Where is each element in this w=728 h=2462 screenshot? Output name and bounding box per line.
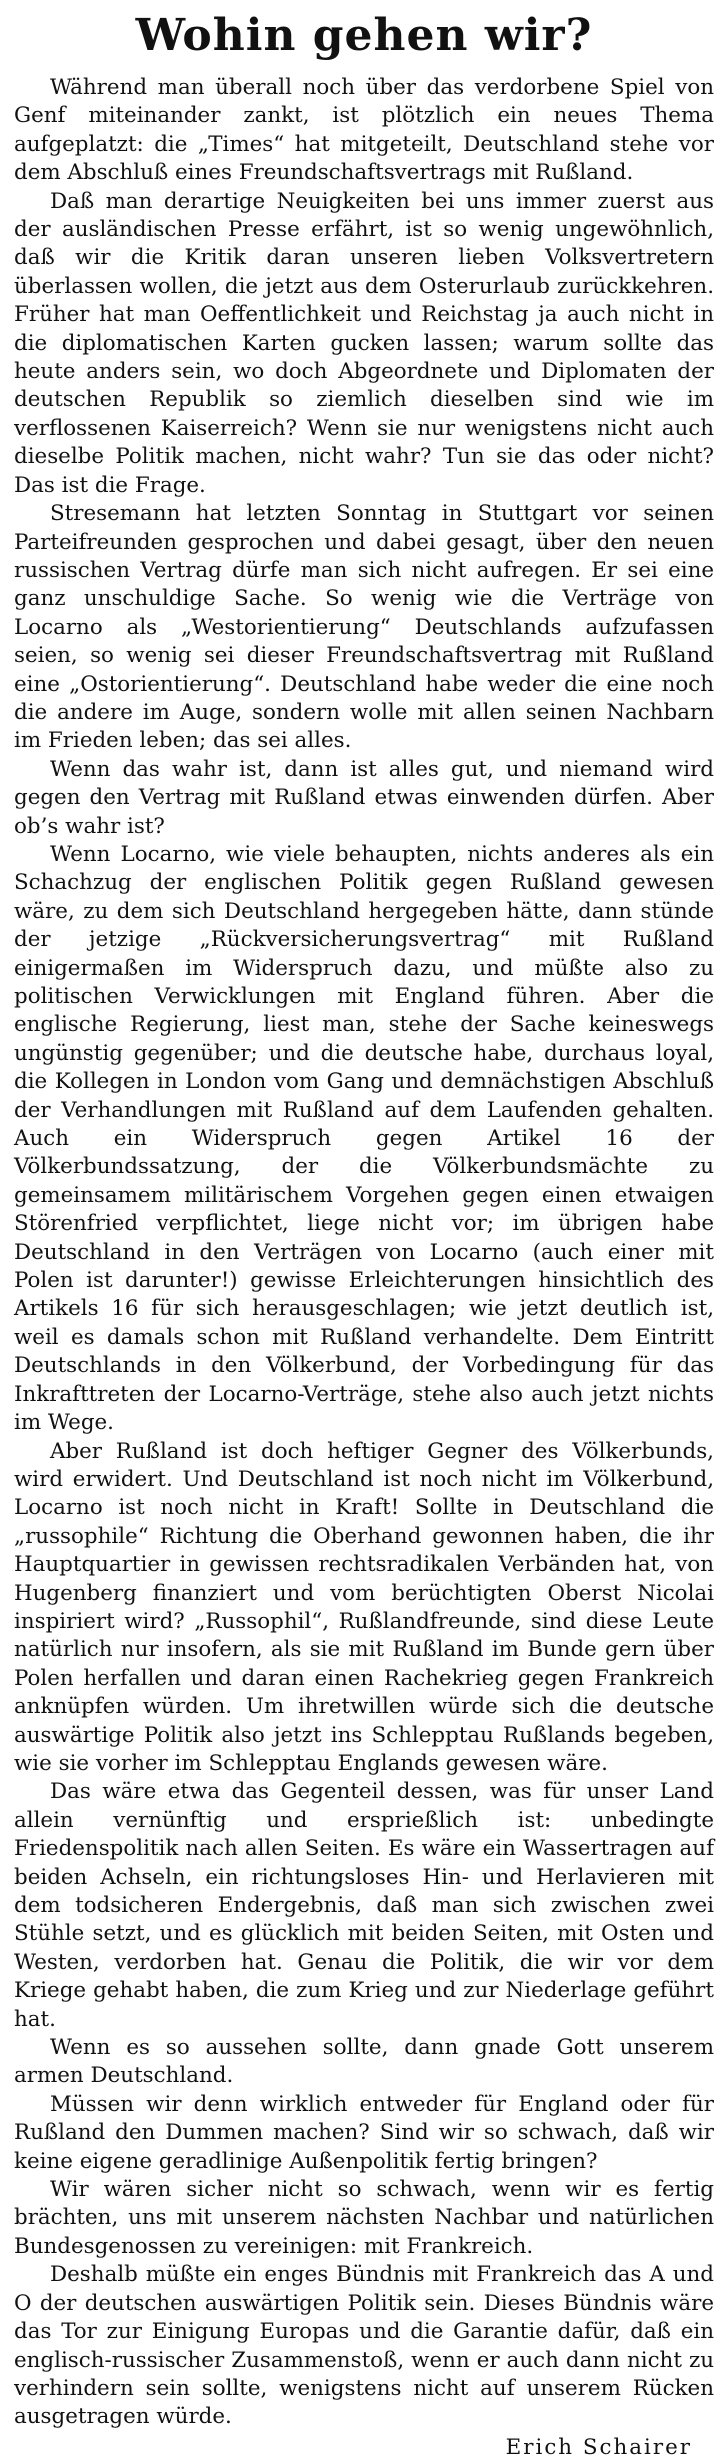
article-paragraph: Wenn es so aussehen sollte, dann gnade Gott unserem armen Deutschland. <box>14 2035 714 2089</box>
article-paragraph: Müssen wir denn wirklich entweder für England oder für Rußland den Dummen machen? Sind wir so schwach, daß wir keine eigene geradlinige Außenpolitik fertig bringen? <box>14 2091 714 2174</box>
article-title: Wohin gehen wir? <box>135 10 593 61</box>
article-paragraph: Deshalb müßte ein enges Bündnis mit Frankreich das A und O der deutschen auswärtigen Politik sein. Dieses Bündnis wäre das Tor zur Einigung Europas und die Garantie dafür, daß ein englisch-russischer Zusammenstoß, wenn er auch dann nicht zu verhindern sein sollte, wenigstens nicht auf unserem Rücken ausgetragen würde. <box>14 2262 714 2430</box>
article-paragraph: Aber Rußland ist doch heftiger Gegner des Völkerbunds, wird erwidert. Und Deutschland ist noch nicht im Völkerbund, Locarno ist noch nicht in Kraft! Sollte in Deutschland die „russophile“ Richtung die Oberhand gewonnen haben, die ihr Hauptquartier in gewissen rechtsradikalen Verbänden hat, von Hugenberg finanziert und vom berüchtigten Oberst Nicolai inspiriert wird? „Russophil“, Rußlandfreunde, sind diese Leute natürlich nur insofern, als sie mit Rußland im Bunde gern über Polen herfallen und daran einen Rachekrieg gegen Frankreich anknüpfen würden. Um ihretwillen würde sich die deutsche auswärtige Politik also jetzt ins Schlepptau Rußlands begeben, wie sie vorher im Schlepptau Englands gewesen wäre. <box>14 1438 714 1776</box>
article-paragraph: Wir wären sicher nicht so schwach, wenn wir es fertig brächten, uns mit unserem nächsten Nachbar und natürlichen Bundesgenossen zu vereinigen: mit Frankreich. <box>14 2177 714 2259</box>
article-paragraph: Wenn das wahr ist, dann ist alles gut, und niemand wird gegen den Vertrag mit Rußland etwas einwenden dürfen. Aber ob’s wahr ist? <box>14 756 714 839</box>
author-signature: Erich Schairer <box>505 2434 692 2460</box>
article-paragraph: Wenn Locarno, wie viele behaupten, nichts anderes als ein Schachzug der englischen Politik gegen Rußland gewesen wäre, zu dem sich Deutschland hergegeben hätte, dann stünde der jetzige „Rückversicherungsvertrag“ mit Rußland einigermaßen im Widerspruch dazu, und müßte also zu politischen Verwicklungen mit England führen. Aber die englische Regierung, liest man, stehe der Sache keineswegs ungünstig gegenüber; und die deutsche habe, durchaus loyal, die Kollegen in London vom Gang und demnächstigen Abschluß der Verhandlungen mit Rußland auf dem Laufenden gehalten. Auch ein Widerspruch gegen Artikel 16 der Völkerbundssatzung, der die Völkerbundsmächte zu gemeinsamem militärischem Vorgehen gegen einen etwaigen Störenfried verpflichtet, liege nicht vor; im übrigen habe Deutschland in den Verträgen von Locarno (auch einer mit Polen ist darunter!) gewisse Erleichterungen hinsichtlich des Artikels 16 für sich herausgeschlagen; wie jetzt deutlich ist, weil es damals schon mit Rußland verhandelte. Dem Eintritt Deutschlands in den Völkerbund, der Vorbedingung für das Inkrafttreten der Locarno-Verträge, stehe also auch jetzt nichts im Wege. <box>14 841 714 1436</box>
article-paragraph: Daß man derartige Neuigkeiten bei uns immer zuerst aus der ausländischen Presse erfährt, ist so wenig ungewöhnlich, daß wir die Kritik daran unseren lieben Volksvertretern überlassen wollen, die jetzt aus dem Osterurlaub zurückkehren. Früher hat man Oeffentlichkeit und Reichstag ja auch nicht in die diplomatischen Karten gucken lassen; warum sollte das heute anders sein, wo doch Abgeordnete und Diplomaten der deutschen Republik so ziemlich dieselben sind wie im verflossenen Kaiserreich? Wenn sie nur wenigstens nicht auch dieselbe Politik machen, nicht wahr? Tun sie das oder nicht? Das ist die Frage. <box>14 188 714 498</box>
article-paragraph: Das wäre etwa das Gegenteil dessen, was für unser Land allein vernünftig und ersprießlich ist: unbedingte Friedenspolitik nach allen Seiten. Es wäre ein Wassertragen auf beiden Achseln, ein richtungsloses Hin- und Herlavieren mit dem todsicheren Endergebnis, daß man sich zwischen zwei Stühle setzt, und es glücklich mit beiden Seiten, mit Osten und Westen, verdorben hat. Genau die Politik, die wir vor dem Kriege gehabt haben, die zum Krieg und zur Niederlage geführt hat. <box>14 1779 714 2032</box>
article-paragraph: Während man überall noch über das verdorbene Spiel von Genf miteinander zankt, ist plötzlich ein neues Thema aufgeplatzt: die „Times“ hat mitgeteilt, Deutschland stehe vor dem Abschluß eines Freundschaftsvertrags mit Rußland. <box>14 75 714 186</box>
article-body <box>14 74 714 2432</box>
article-paragraph: Stresemann hat letzten Sonntag in Stuttgart vor seinen Parteifreunden gesprochen und dabei gesagt, über den neuen russischen Vertrag dürfe man sich nicht aufregen. Er sei eine ganz unschuldige Sache. So wenig wie die Verträge von Locarno als „Westorientierung“ Deutschlands aufzufassen seien, so wenig sei dieser Freundschaftsvertrag mit Rußland eine „Ostorientierung“. Deutschland habe weder die eine noch die andere im Auge, sondern wolle mit allen seinen Nachbarn im Frieden leben; das sei alles. <box>14 501 714 754</box>
